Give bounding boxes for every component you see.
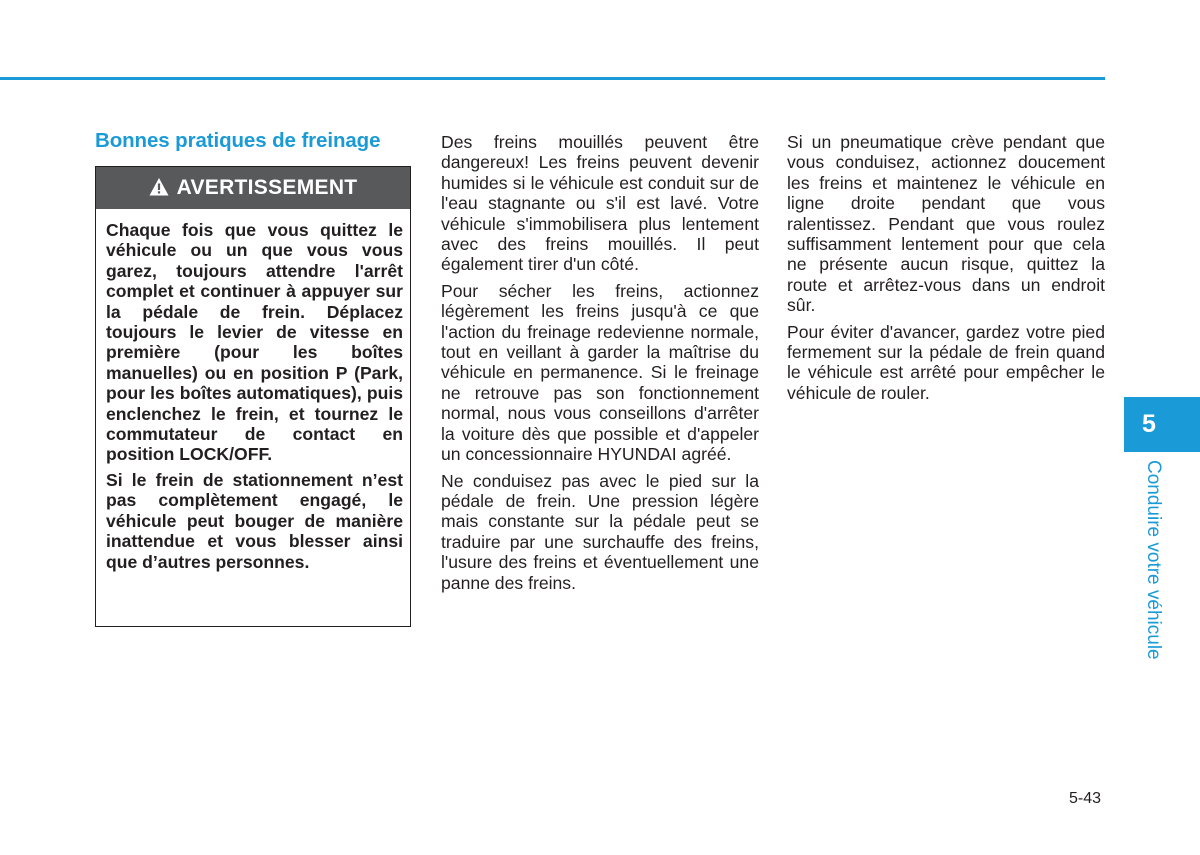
- warning-header: [96, 167, 410, 209]
- section-heading: Bonnes pratiques de freinage: [95, 129, 381, 152]
- body-paragraph: Ne conduisez pas avec le pied sur la pédale de frein. Une pression légère mais constante sur la pédale peut se traduire par une surchauffe des freins, l'usure des freins et éventuellement une panne des freins.: [441, 470, 759, 593]
- body-paragraph: Pour éviter d'avancer, gardez votre pied fermement sur la pédale de frein quand le véhicule est arrêté pour empêcher le véhicule de rouler.: [787, 321, 1105, 403]
- warning-title: AVERTISSEMENT: [176, 176, 358, 199]
- page-number: 5-43: [1069, 790, 1102, 807]
- chapter-tab: 5: [1124, 397, 1200, 452]
- body-paragraph: Si un pneumatique crève pendant que vous conduisez, actionnez doucement les freins et maintenez le véhicule en ligne droite pendant que vous ralentissez. Pendant que vous roulez suffisamment lentement pour que cela ne présente aucun risque, quittez la route et arrêtez-vous dans un endroit sûr.: [787, 132, 1105, 316]
- body-paragraph: Des freins mouillés peuvent être dangereux! Les freins peuvent devenir humides si le véhicule est conduit sur de l'eau stagnante ou s'il est lavé. Votre véhicule s'immobilisera plus lentement avec des freins mouillés. Il peut également tirer d'un côté.: [441, 132, 759, 275]
- warning-triangle-icon: [149, 177, 169, 197]
- top-divider: [0, 77, 1105, 80]
- warning-paragraph: Si le frein de stationnement n’est pas complètement engagé, le véhicule peut bouger de manière inattendue et vous blesser ainsi que d’autres personnes.: [106, 469, 403, 572]
- text-column-right: [787, 132, 1105, 409]
- chapter-label: Conduire votre véhicule: [1143, 460, 1164, 660]
- body-paragraph: Pour sécher les freins, actionnez légèrement les freins jusqu'à ce que l'action du freinage redevienne normale, tout en veillant à garder la maîtrise du véhicule en permanence. Si le freinage ne retrouve pas son fonctionnement normal, nous vous conseillons d'arrêter la voiture dès que possible et d'appeler un concessionnaire HYUNDAI agréé.: [441, 280, 759, 465]
- text-column-middle: [441, 132, 759, 599]
- warning-box: [95, 166, 411, 627]
- warning-body: [106, 220, 403, 577]
- warning-paragraph: Chaque fois que vous quittez le véhicule ou un que vous vous garez, toujours attendre l'arrêt complet et continuer à appuyer sur la pédale de frein. Déplacez toujours le levier de vitesse en première (pour les boîtes manuelles) ou en position P (Park, pour les boîtes automatiques), puis enclenchez le frein, et tournez le commutateur de contact en position LOCK/​OFF.: [106, 220, 403, 465]
